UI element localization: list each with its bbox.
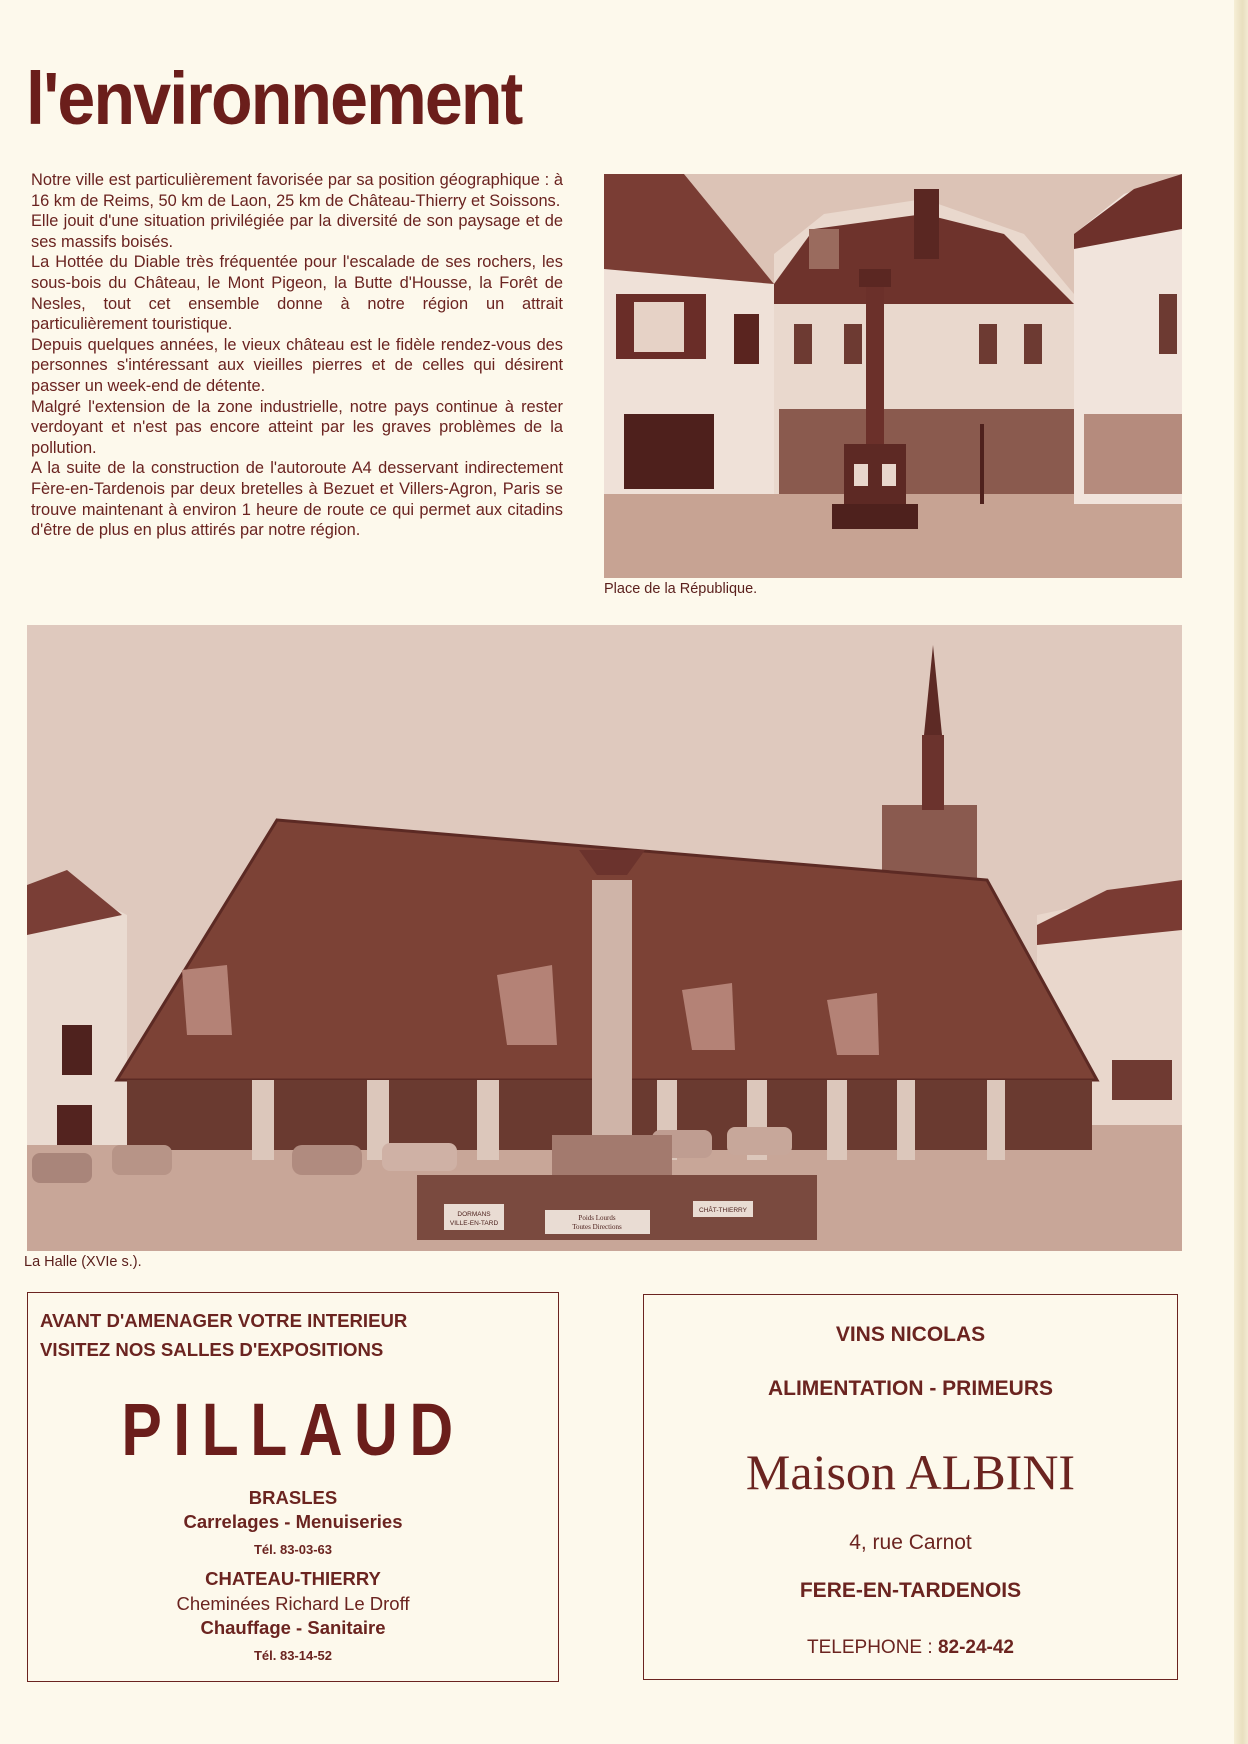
intro-paragraph: Elle jouit d'une situation privilégiée par la diversité de son paysage et de ses massifs boisés. <box>31 212 563 251</box>
sign-poids-lourds: Poids Lourds <box>578 1214 616 1222</box>
intro-paragraph: Notre ville est particulièrement favorisée par sa position géographique : à 16 km de Reims, 50 km de Laon, 25 km de Château-Thierry et Soissons. <box>31 171 563 210</box>
sign-dormans-line2: VILLE-EN-TARD <box>449 1220 499 1227</box>
sign-dormans: DORMANS <box>457 1211 491 1218</box>
intro-paragraph: Depuis quelques années, le vieux château est le fidèle rendez-vous des personnes s'intéressant aux vieilles pierres et de celles qui désirent passer un week-end de détente. <box>31 335 563 395</box>
ad-pillaud-cheminees: Cheminées Richard Le Droff <box>176 1593 410 1614</box>
caption-la-halle: La Halle (XVIe s.). <box>24 1254 142 1270</box>
ad-albini-alimentation: ALIMENTATION - PRIMEURS <box>767 1377 1054 1400</box>
ad-albini-city: FERE-EN-TARDENOIS <box>799 1579 1022 1602</box>
intro-paragraph: A la suite de la construction de l'autoroute A4 desservant indirectement Fère-en-Tardenois par deux bretelles à Bezuet et Villers-Agron, Paris se trouve maintenant à environ 1 heure de route ce qui permet aux citadins d'être de plus en plus attirés par notre région. <box>31 459 563 540</box>
ad-pillaud-brand: PILLAUD <box>121 1388 465 1471</box>
ad-albini-phone: 82-24-42 <box>937 1637 1014 1658</box>
ad-pillaud-chateau-phone: Tél. 83-14-52 <box>253 1648 333 1663</box>
ad-pillaud-brasles: BRASLES <box>248 1487 338 1508</box>
caption-place-republique: Place de la République. <box>604 581 758 597</box>
ad-pillaud-headline-1: AVANT D'AMENAGER VOTRE INTERIEUR <box>40 1310 408 1331</box>
ad-pillaud-brasles-phone: Tél. 83-03-63 <box>253 1542 333 1557</box>
ad-albini-brand: Maison ALBINI <box>745 1444 1076 1500</box>
ad-pillaud-brasles-services: Carrelages - Menuiseries <box>183 1511 403 1532</box>
ad-pillaud-chateau-thierry: CHATEAU-THIERRY <box>205 1568 381 1589</box>
intro-text <box>31 170 563 541</box>
ad-pillaud-headline-2: VISITEZ NOS SALLES D'EXPOSITIONS <box>40 1339 384 1360</box>
ad-pillaud <box>27 1292 559 1682</box>
ad-pillaud-chauffage: Chauffage - Sanitaire <box>200 1617 386 1638</box>
photo-place-republique <box>604 174 1182 578</box>
ad-albini <box>643 1294 1178 1680</box>
sign-poids-lourds-line2: Toutes Directions <box>572 1223 622 1231</box>
ad-albini-vins-nicolas: VINS NICOLAS <box>835 1323 986 1346</box>
ad-albini-phone-label: TELEPHONE : <box>807 1637 933 1658</box>
page-edge <box>1234 0 1248 1744</box>
intro-paragraph: La Hottée du Diable très fréquentée pour l'escalade de ses rochers, les sous-bois du Château, le Mont Pigeon, la Butte d'Housse, la Forêt de Nesles, tout cet ensemble donne à notre région un attrait particulièrement touristique. <box>31 253 563 334</box>
intro-paragraph: Malgré l'extension de la zone industrielle, notre pays continue à rester verdoyant et n'est pas encore atteint par les graves problèmes de la pollution. <box>31 397 563 457</box>
ad-albini-address: 4, rue Carnot <box>849 1531 972 1554</box>
ad-albini-phone-line <box>644 1637 1177 1659</box>
sign-chateau-thierry: CHÂT-THIERRY <box>699 1207 747 1214</box>
page-title: l'environnement <box>26 57 522 140</box>
photo-la-halle <box>27 625 1182 1251</box>
